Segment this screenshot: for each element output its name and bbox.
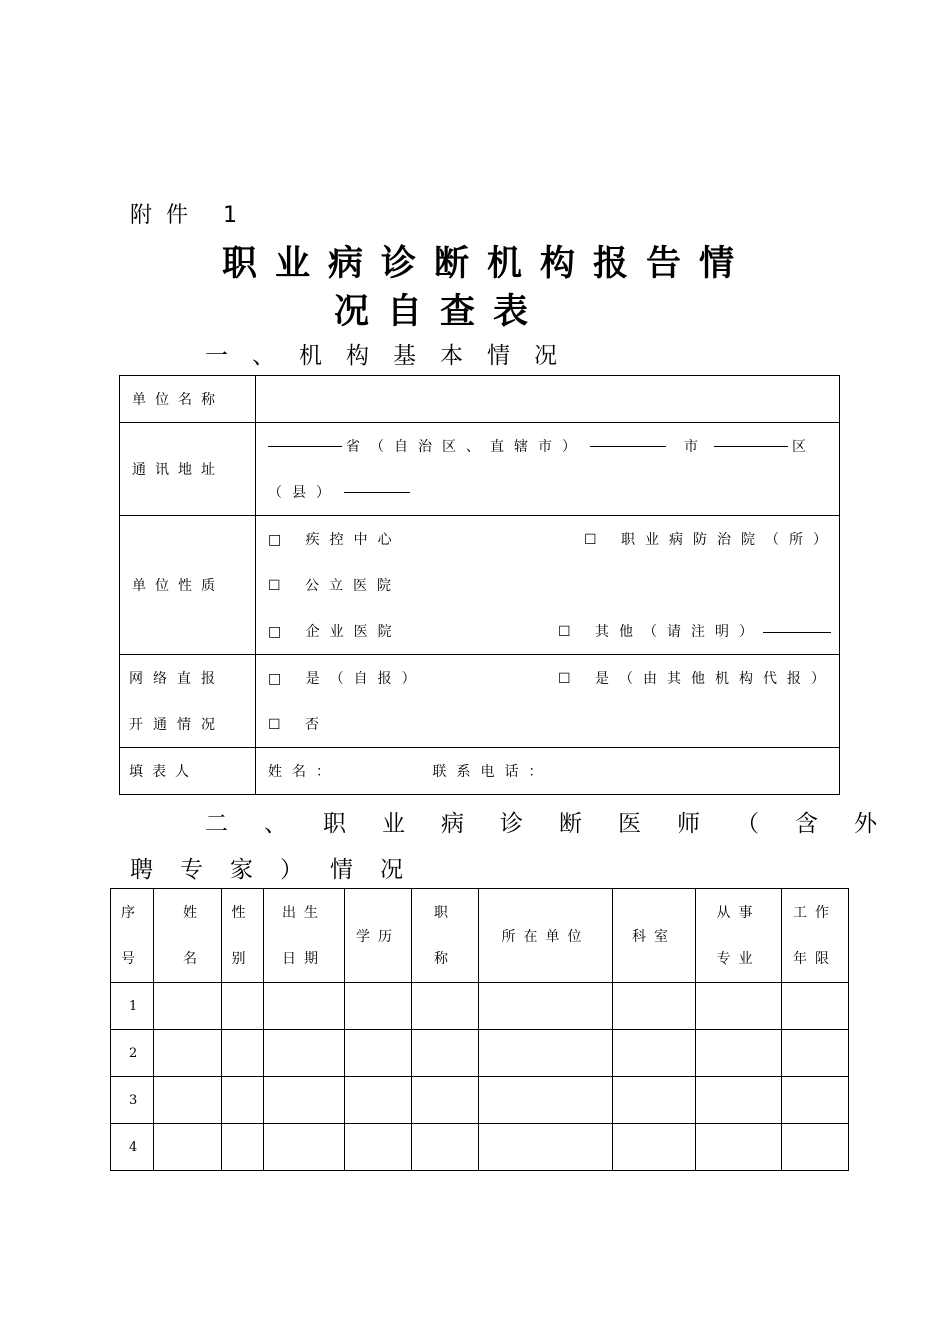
cell[interactable] [696,1077,782,1124]
cell[interactable] [154,1077,222,1124]
cell[interactable] [696,1030,782,1077]
cell[interactable] [412,1124,479,1171]
cell[interactable] [412,1030,479,1077]
cell[interactable] [782,1077,849,1124]
other-blank[interactable] [763,631,831,633]
cell[interactable] [782,983,849,1030]
header-specialty-1: 从事 [716,904,761,921]
cell[interactable] [613,1030,696,1077]
cell[interactable] [222,983,264,1030]
header-years-1: 工作 [793,904,837,921]
filler-label: 填表人 [120,748,256,795]
option-enterprise-hospital[interactable]: □ 企业医院 [268,624,402,640]
header-seq [111,889,154,983]
filler-name-label: 姓名： [268,764,340,780]
address-county: （县） [268,485,340,501]
header-birth [264,889,345,983]
cell[interactable] [613,1124,696,1171]
cell[interactable] [222,1077,264,1124]
header-seq-2: 号 [121,950,143,967]
network-options [256,655,840,748]
cell[interactable] [345,1124,412,1171]
unit-name-label: 单位名称 [120,376,256,423]
nature-options [256,516,840,655]
doctors-table [110,888,849,1171]
address-province: 省（自治区、直辖市） [346,439,586,455]
table-row [111,1124,849,1171]
table-row [111,1077,849,1124]
row-number: 4 [111,1124,154,1171]
row-number: 3 [111,1077,154,1124]
cell[interactable] [264,983,345,1030]
cell[interactable] [613,983,696,1030]
option-other[interactable]: ☐ 其他（请注明） [558,624,764,640]
header-birth-2: 日期 [282,950,326,967]
doctors-header-row [111,889,849,983]
header-unit: 所在单位 [479,889,613,983]
table-row [111,1030,849,1077]
document-title-line2: 况自查表 [334,291,547,332]
header-seq-1: 序 [121,904,143,921]
address-district: 区 [792,439,816,455]
cell[interactable] [696,983,782,1030]
cell[interactable] [412,983,479,1030]
cell[interactable] [345,1077,412,1124]
nature-label: 单位性质 [120,516,256,655]
address-city: 市 [684,439,708,455]
row-number: 1 [111,983,154,1030]
header-gender-2: 别 [231,950,254,967]
table-row [111,983,849,1030]
document-title-line1: 职业病诊断机构报告情 [222,243,753,284]
option-yes-proxy[interactable]: ☐ 是（由其他机构代报） [558,671,836,687]
option-cdc[interactable]: □ 疾控中心 [268,532,402,548]
header-specialty [696,889,782,983]
header-title-2: 称 [434,950,456,967]
cell[interactable] [479,983,613,1030]
province-blank[interactable] [268,445,342,447]
header-education: 学历 [345,889,412,983]
cell[interactable] [222,1124,264,1171]
cell[interactable] [154,1030,222,1077]
option-other-wrap [558,621,831,641]
filler-info [256,748,840,795]
option-occupational-hospital[interactable]: ☐ 职业病防治院（所） [584,532,838,548]
header-name-2: 名 [183,950,205,967]
header-name [154,889,222,983]
city-blank[interactable] [590,445,666,447]
address-value[interactable] [256,423,840,516]
cell[interactable] [264,1077,345,1124]
cell[interactable] [696,1124,782,1171]
cell[interactable] [154,1124,222,1171]
unit-name-value[interactable] [256,376,840,423]
cell[interactable] [613,1077,696,1124]
section1-heading: 一、机构基本情况 [205,343,581,369]
header-title-1: 职 [434,904,456,921]
header-title [412,889,479,983]
header-gender-1: 性 [231,904,254,921]
header-gender [222,889,264,983]
address-label: 通讯地址 [120,423,256,516]
filler-phone-label: 联系电话： [432,764,553,780]
header-years [782,889,849,983]
header-specialty-2: 专业 [716,950,761,967]
cell[interactable] [479,1030,613,1077]
district-blank[interactable] [714,445,788,447]
header-years-2: 年限 [793,950,837,967]
option-no[interactable]: ☐ 否 [268,717,330,733]
section2-heading-line2: 聘专家）情况 [130,857,430,883]
network-label-line2: 开通情况 [129,717,225,733]
header-name-1: 姓 [183,904,205,921]
section2-heading-line1: 二、职业病诊断医师（含外 [205,811,913,837]
header-birth-1: 出生 [282,904,326,921]
cell[interactable] [412,1077,479,1124]
cell[interactable] [222,1030,264,1077]
attachment-label: 附件 1 [130,203,251,228]
cell[interactable] [154,983,222,1030]
row-number: 2 [111,1030,154,1077]
cell[interactable] [345,1030,412,1077]
cell[interactable] [264,1124,345,1171]
network-label-line1: 网络直报 [129,671,225,687]
basic-info-table [119,375,840,795]
cell[interactable] [345,983,412,1030]
network-label [120,655,256,748]
cell[interactable] [782,1124,849,1171]
option-public-hospital[interactable]: ☐ 公立医院 [268,578,402,594]
cell[interactable] [782,1030,849,1077]
cell[interactable] [479,1077,613,1124]
option-yes-self[interactable]: □ 是（自报） [268,671,426,687]
county-blank[interactable] [344,491,410,493]
cell[interactable] [264,1030,345,1077]
cell[interactable] [479,1124,613,1171]
header-dept: 科室 [613,889,696,983]
